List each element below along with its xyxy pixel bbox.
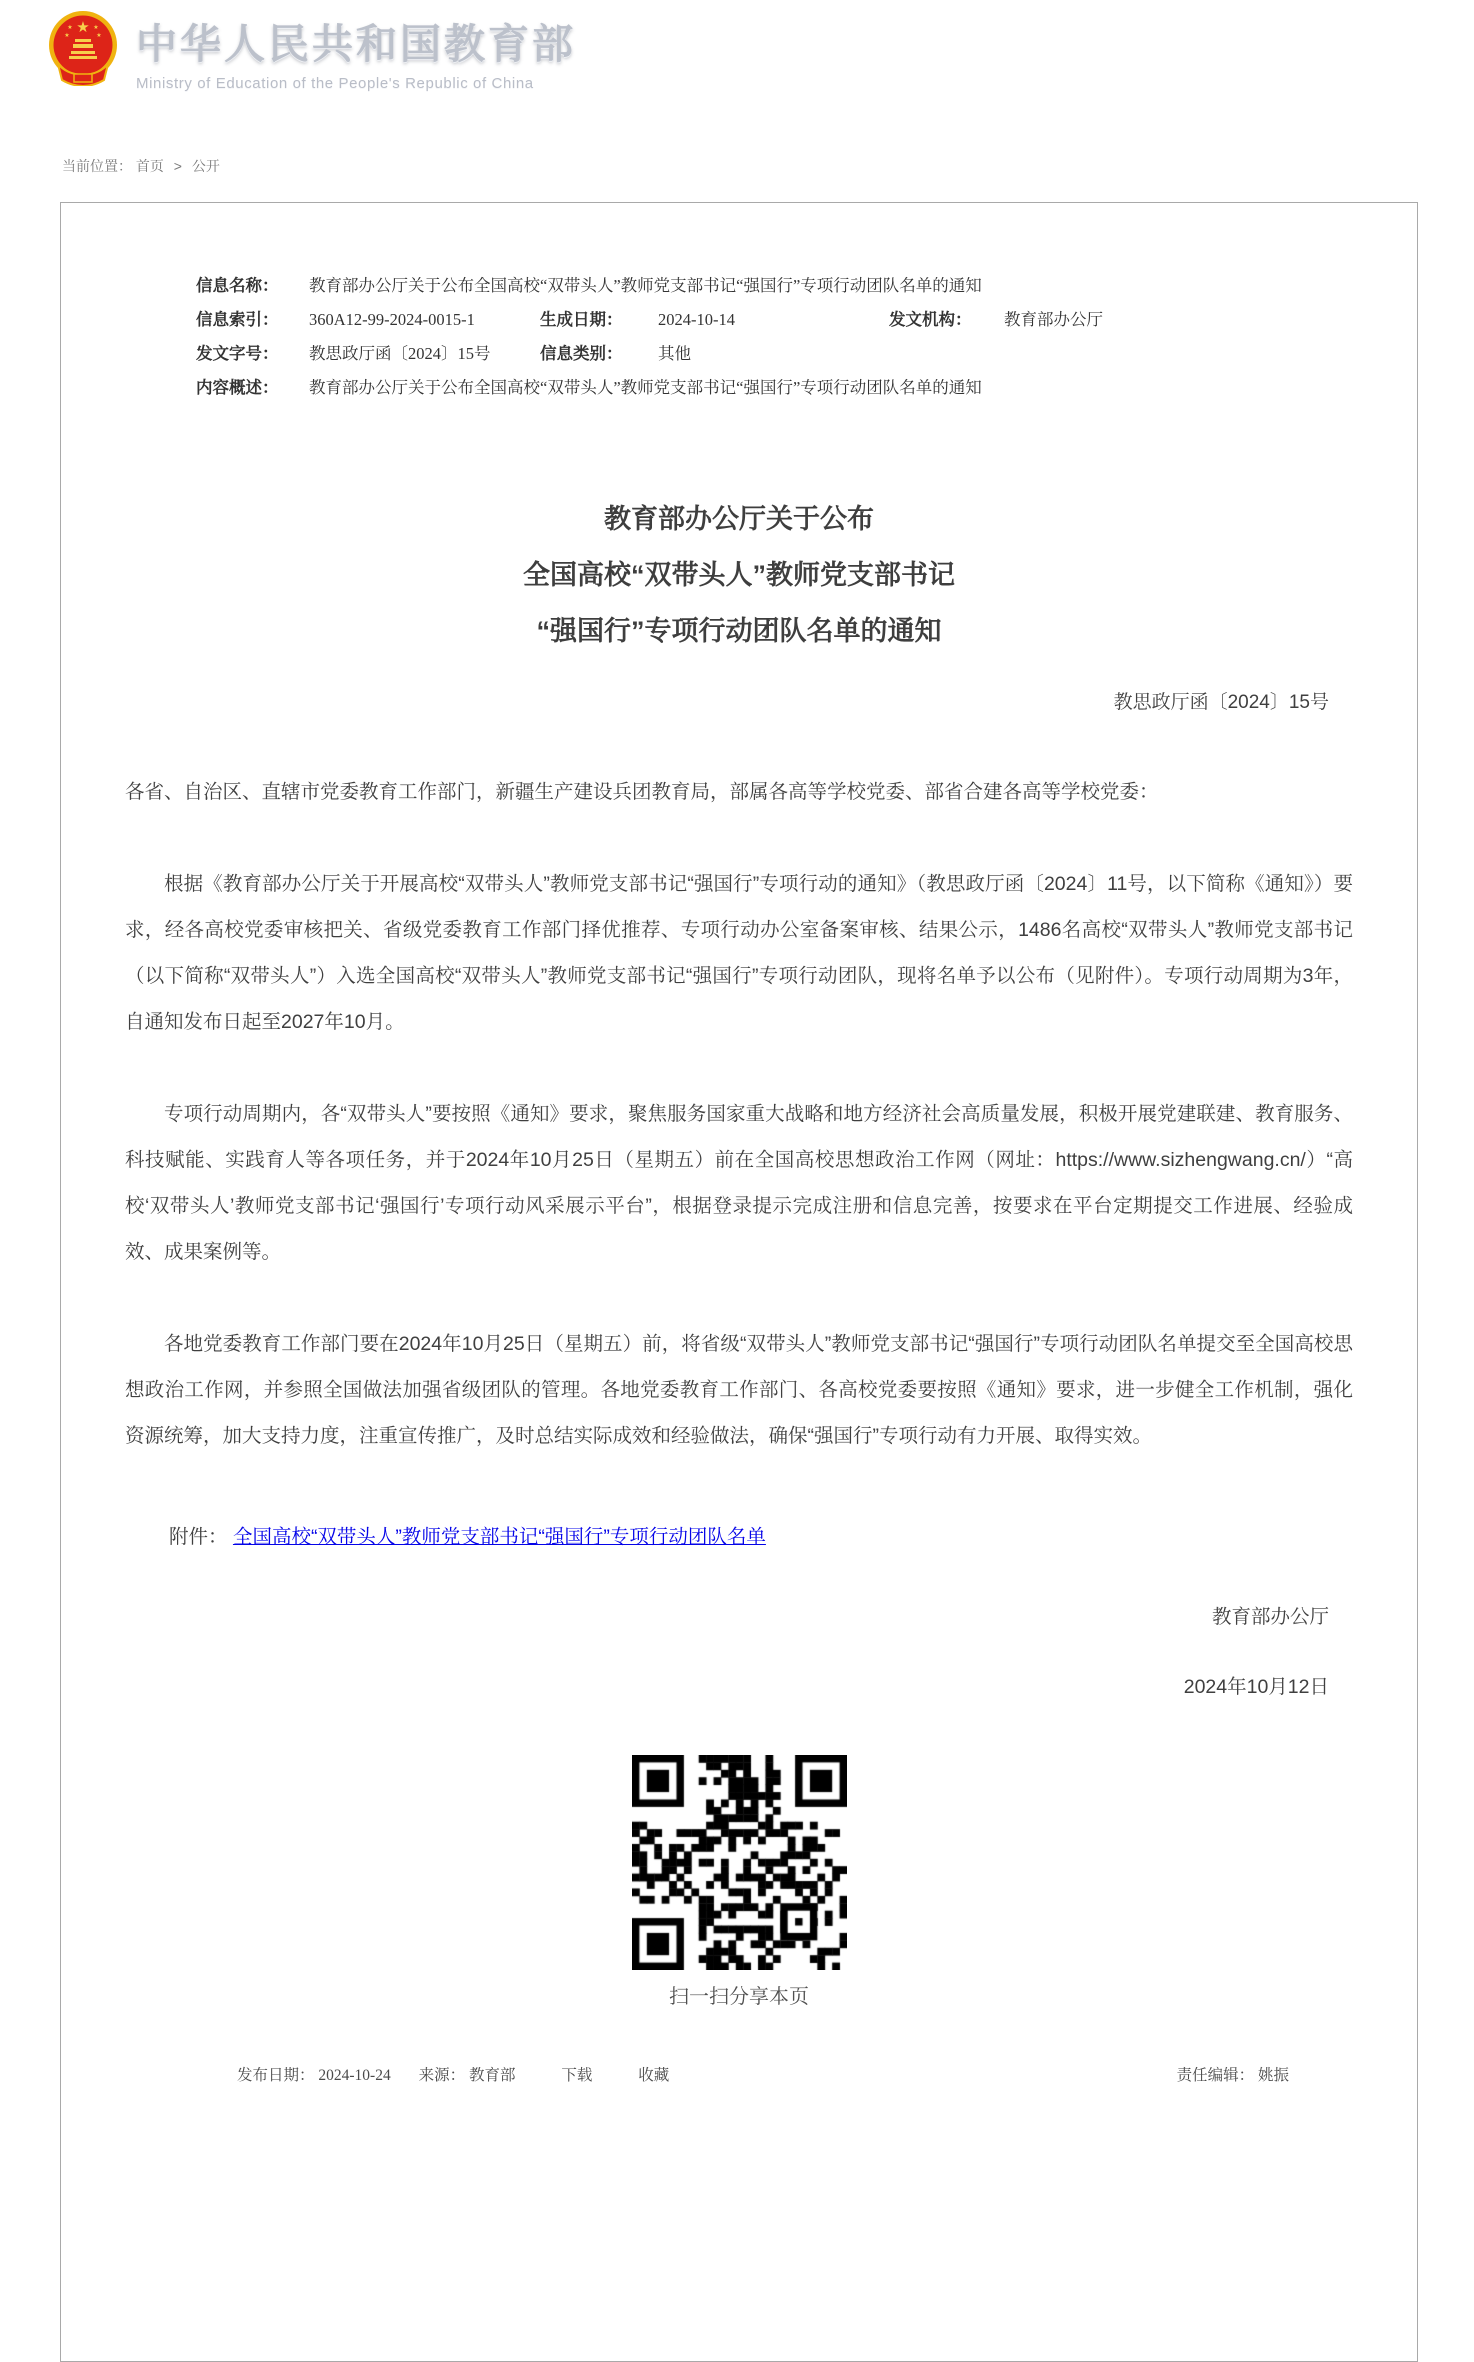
meta-row-summary bbox=[196, 371, 1417, 405]
document-panel bbox=[60, 202, 1418, 2362]
document-title-line3: “强国行”专项行动团队名单的通知 bbox=[536, 616, 942, 646]
source-value: 教育部 bbox=[468, 2067, 516, 2084]
document-body bbox=[125, 769, 1353, 1459]
document-number: 教思政厅函〔2024〕15号 bbox=[1113, 692, 1329, 713]
document-paragraph-2: 专项行动周期内，各“双带头人”要按照《通知》要求，聚焦服务国家重大战略和地方经济社会高质量发展，积极开展党建联建、教育服务、科技赋能、实践育人等各项任务，并于2024年10月25日（星期五）前在全国高校思想政治工作网（网址：https://www.sizhengwang.cn/）“高校‘双带头人’教师党支部书记‘强国行’专项行动风采展示平台”，根据登录提示完成注册和信息完善，按要求在平台定期提交工作进展、经验成效、成果案例等。 bbox=[125, 1103, 1353, 1263]
document-signature: 教育部办公厅 bbox=[1211, 1606, 1329, 1628]
meta-category-value: 其他 bbox=[658, 344, 691, 363]
document-sign-date: 2024年10月12日 bbox=[1183, 1676, 1329, 1698]
qr-section bbox=[61, 1755, 1417, 2009]
publish-date-label: 发布日期： bbox=[237, 2067, 315, 2084]
meta-summary-label: 内容概述： bbox=[196, 378, 279, 397]
meta-gen-date-value: 2024-10-14 bbox=[658, 310, 735, 329]
meta-row-docno bbox=[196, 337, 1417, 371]
document-title-line1: 教育部办公厅关于公布 bbox=[604, 504, 874, 534]
meta-gen-date-label: 生成日期： bbox=[540, 310, 623, 329]
document-title-line2: 全国高校“双带头人”教师党支部书记 bbox=[523, 560, 955, 590]
attachment-label: 附件： bbox=[169, 1526, 228, 1548]
meta-summary-value: 教育部办公厅关于公布全国高校“双带头人”教师党支部书记“强国行”专项行动团队名单的通知 bbox=[309, 378, 982, 397]
source-label: 来源： bbox=[418, 2067, 466, 2084]
publish-date-value: 2024-10-24 bbox=[318, 2067, 391, 2084]
meta-category-label: 信息类别： bbox=[540, 344, 623, 363]
breadcrumb-home-link[interactable]: 首页 bbox=[135, 158, 164, 174]
meta-row-index bbox=[196, 303, 1417, 337]
svg-text:★: ★ bbox=[64, 33, 70, 39]
breadcrumb-prefix: 当前位置： bbox=[62, 158, 132, 174]
document-salutation: 各省、自治区、直辖市党委教育工作部门，新疆生产建设兵团教育局，部属各高等学校党委、部省合建各高等学校党委： bbox=[125, 781, 1159, 803]
site-header bbox=[0, 0, 1474, 92]
breadcrumb bbox=[62, 156, 1474, 176]
document-meta bbox=[196, 269, 1417, 405]
svg-text:★: ★ bbox=[67, 25, 73, 31]
meta-index-value: 360A12-99-2024-0015-1 bbox=[309, 310, 475, 329]
meta-name-value: 教育部办公厅关于公布全国高校“双带头人”教师党支部书记“强国行”专项行动团队名单的通知 bbox=[309, 276, 982, 295]
document-title bbox=[61, 491, 1417, 659]
meta-row-name bbox=[196, 269, 1417, 303]
site-subtitle: Ministry of Education of the People's Republic of China bbox=[136, 75, 534, 92]
editor-value: 姚振 bbox=[1257, 2067, 1289, 2084]
editor-label: 责任编辑： bbox=[1176, 2067, 1255, 2084]
share-qr-code bbox=[632, 1755, 847, 1970]
meta-agency-value: 教育部办公厅 bbox=[1004, 310, 1103, 329]
qr-caption: 扫一扫分享本页 bbox=[669, 1986, 809, 2008]
svg-text:★: ★ bbox=[76, 19, 90, 36]
breadcrumb-section-link[interactable]: 公开 bbox=[191, 158, 220, 174]
meta-docno-label: 发文字号： bbox=[196, 344, 279, 363]
svg-text:★: ★ bbox=[93, 25, 99, 31]
meta-name-label: 信息名称： bbox=[196, 276, 279, 295]
meta-docno-value: 教思政厅函〔2024〕15号 bbox=[309, 344, 491, 363]
breadcrumb-separator: > bbox=[173, 158, 182, 174]
meta-agency-label: 发文机构： bbox=[889, 310, 972, 329]
site-title: 中华人民共和国教育部 bbox=[136, 21, 576, 67]
download-button[interactable]: 下载 bbox=[561, 2067, 593, 2084]
attachment-row bbox=[169, 1517, 1417, 1557]
national-emblem-icon bbox=[44, 8, 122, 86]
favorite-button[interactable]: 收藏 bbox=[638, 2067, 670, 2084]
attachment-link[interactable]: 全国高校“双带头人”教师党支部书记“强国行”专项行动团队名单 bbox=[232, 1526, 766, 1548]
svg-text:★: ★ bbox=[96, 33, 102, 39]
document-paragraph-1: 根据《教育部办公厅关于开展高校“双带头人”教师党支部书记“强国行”专项行动的通知》（教思政厅函〔2024〕11号，以下简称《通知》）要求，经各高校党委审核把关、省级党委教育工作部门择优推荐、专项行动办公室备案审核、结果公示，1486名高校“双带头人”教师党支部书记（以下简称“双带头人”）入选全国高校“双带头人”教师党支部书记“强国行”专项行动团队，现将名单予以公布（见附件）。专项行动周期为3年，自通知发布日起至2027年10月。 bbox=[125, 873, 1353, 1033]
document-paragraph-3: 各地党委教育工作部门要在2024年10月25日（星期五）前，将省级“双带头人”教师党支部书记“强国行”专项行动团队名单提交至全国高校思想政治工作网，并参照全国做法加强省级团队的管理。各地党委教育工作部门、各高校党委要按照《通知》要求，进一步健全工作机制，强化资源统筹，加大支持力度，注重宣传推广，及时总结实际成效和经验做法，确保“强国行”专项行动有力开展、取得实效。 bbox=[125, 1333, 1353, 1447]
document-footer bbox=[61, 2063, 1417, 2085]
meta-index-label: 信息索引： bbox=[196, 310, 279, 329]
